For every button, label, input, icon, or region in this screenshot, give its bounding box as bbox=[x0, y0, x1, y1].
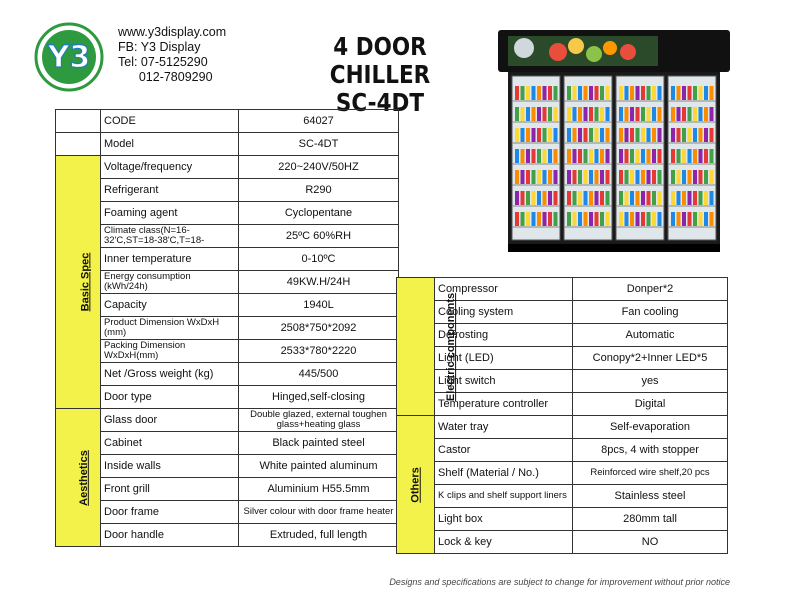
table-row bbox=[56, 294, 399, 317]
spec-label: Light switch bbox=[435, 370, 573, 393]
facebook-text: FB: Y3 Display bbox=[118, 40, 201, 54]
phone-2: 012-7809290 bbox=[118, 70, 213, 84]
contact-info bbox=[118, 25, 226, 85]
chiller-image bbox=[498, 30, 730, 254]
spec-label: Energy consumption (kWh/24h) bbox=[101, 271, 239, 294]
table-row bbox=[397, 416, 728, 439]
section-label bbox=[56, 156, 101, 409]
spec-value: 445/500 bbox=[239, 363, 399, 386]
table-row bbox=[56, 110, 399, 133]
spec-label: Castor bbox=[435, 439, 573, 462]
spec-label: Product Dimension WxDxH (mm) bbox=[101, 317, 239, 340]
spec-label: Glass door bbox=[101, 409, 239, 432]
disclaimer: Designs and specifications are subject to change for improvement without prior notice bbox=[389, 577, 730, 587]
section-label bbox=[56, 409, 101, 547]
section-label-text: Basic Spec bbox=[79, 252, 92, 312]
section-label-text: Electric components bbox=[445, 292, 458, 401]
spec-label: Cooling system bbox=[435, 301, 573, 324]
title-line-2: SC-4DT bbox=[335, 88, 425, 117]
spec-value: Automatic bbox=[573, 324, 728, 347]
section-label-text: Others bbox=[409, 466, 422, 503]
spec-label: Lock & key bbox=[435, 531, 573, 554]
section-label bbox=[397, 278, 458, 416]
spec-value: Donper*2 bbox=[573, 278, 728, 301]
spec-value: 280mm tall bbox=[573, 508, 728, 531]
spec-value: Conopy*2+Inner LED*5 bbox=[573, 347, 728, 370]
spec-value: R290 bbox=[239, 179, 399, 202]
spec-label: Door frame bbox=[101, 501, 239, 524]
table-row bbox=[56, 432, 399, 455]
y3-logo bbox=[34, 22, 104, 92]
spec-value: 1940L bbox=[239, 294, 399, 317]
table-row bbox=[56, 501, 399, 524]
spec-label: Capacity bbox=[101, 294, 239, 317]
table-row bbox=[56, 156, 399, 179]
table-row bbox=[56, 478, 399, 501]
spec-value: 25ºC 60%RH bbox=[239, 225, 399, 248]
table-row bbox=[56, 271, 399, 294]
empty-cell bbox=[56, 110, 101, 133]
spec-label: Front grill bbox=[101, 478, 239, 501]
spec-value: 49KW.H/24H bbox=[239, 271, 399, 294]
spec-value: Hinged,self-closing bbox=[239, 386, 399, 409]
spec-label: Packing Dimension WxDxH(mm) bbox=[101, 340, 239, 363]
table-row bbox=[56, 363, 399, 386]
spec-table-right bbox=[396, 277, 728, 554]
spec-label: Defrosting bbox=[435, 324, 573, 347]
spec-label: Shelf (Material / No.) bbox=[435, 462, 573, 485]
spec-value: 8pcs, 4 with stopper bbox=[573, 439, 728, 462]
spec-label: Inside walls bbox=[101, 455, 239, 478]
spec-value: White painted aluminum bbox=[239, 455, 399, 478]
spec-label: Foaming agent bbox=[101, 202, 239, 225]
table-row bbox=[56, 524, 399, 547]
table-row bbox=[56, 202, 399, 225]
table-row bbox=[397, 439, 728, 462]
spec-value: Stainless steel bbox=[573, 485, 728, 508]
spec-value: Silver colour with door frame heater bbox=[239, 501, 399, 524]
spec-table-left bbox=[55, 109, 399, 547]
empty-cell bbox=[56, 133, 101, 156]
code-label: CODE bbox=[101, 110, 239, 133]
spec-value: Fan cooling bbox=[573, 301, 728, 324]
spec-label: Door handle bbox=[101, 524, 239, 547]
table-row bbox=[397, 508, 728, 531]
table-row bbox=[56, 317, 399, 340]
spec-label: Climate class(N=16-32'C,ST=18-38'C,T=18- bbox=[101, 225, 239, 248]
spec-label: Inner temperature bbox=[101, 248, 239, 271]
spec-value: Double glazed, external toughen glass+heating glass bbox=[239, 409, 399, 432]
spec-value: Black painted steel bbox=[239, 432, 399, 455]
table-row bbox=[56, 133, 399, 156]
table-row bbox=[397, 531, 728, 554]
spec-value: Aluminium H55.5mm bbox=[239, 478, 399, 501]
spec-value: 220~240V/50HZ bbox=[239, 156, 399, 179]
spec-label: Light box bbox=[435, 508, 573, 531]
spec-value: Self-evaporation bbox=[573, 416, 728, 439]
spec-value: Cyclopentane bbox=[239, 202, 399, 225]
spec-label: K clips and shelf support liners bbox=[435, 485, 573, 508]
table-row bbox=[397, 278, 728, 301]
spec-label: Door type bbox=[101, 386, 239, 409]
spec-value: yes bbox=[573, 370, 728, 393]
spec-value: 2533*780*2220 bbox=[239, 340, 399, 363]
spec-value: Digital bbox=[573, 393, 728, 416]
spec-label: Voltage/frequency bbox=[101, 156, 239, 179]
model-label: Model bbox=[101, 133, 239, 156]
title-line-1: 4 DOOR CHILLER bbox=[329, 32, 431, 89]
phone-1: Tel: 07-5125290 bbox=[118, 55, 208, 69]
logo-text: Y3 bbox=[47, 40, 91, 75]
spec-value: Reinforced wire shelf,20 pcs bbox=[573, 462, 728, 485]
spec-label: Refrigerant bbox=[101, 179, 239, 202]
spec-label: Temperature controller bbox=[435, 393, 573, 416]
spec-value: 0-10ºC bbox=[239, 248, 399, 271]
table-row bbox=[56, 386, 399, 409]
spec-label: Water tray bbox=[435, 416, 573, 439]
spec-label: Cabinet bbox=[101, 432, 239, 455]
section-label-text: Aesthetics bbox=[77, 449, 90, 506]
product-title bbox=[285, 33, 474, 117]
spec-value: NO bbox=[573, 531, 728, 554]
table-row bbox=[56, 409, 399, 432]
spec-value: Extruded, full length bbox=[239, 524, 399, 547]
table-row bbox=[56, 248, 399, 271]
model-value: SC-4DT bbox=[239, 133, 399, 156]
spec-label: Net /Gross weight (kg) bbox=[101, 363, 239, 386]
spec-label: Light (LED) bbox=[435, 347, 573, 370]
table-row bbox=[56, 340, 399, 363]
table-row bbox=[397, 485, 728, 508]
spec-label: Compressor bbox=[435, 278, 573, 301]
table-row bbox=[56, 225, 399, 248]
table-row bbox=[397, 462, 728, 485]
website-text: www.y3display.com bbox=[118, 25, 227, 39]
table-row bbox=[56, 179, 399, 202]
spec-value: 2508*750*2092 bbox=[239, 317, 399, 340]
table-row bbox=[56, 455, 399, 478]
code-value: 64027 bbox=[239, 110, 399, 133]
section-label bbox=[397, 416, 435, 554]
